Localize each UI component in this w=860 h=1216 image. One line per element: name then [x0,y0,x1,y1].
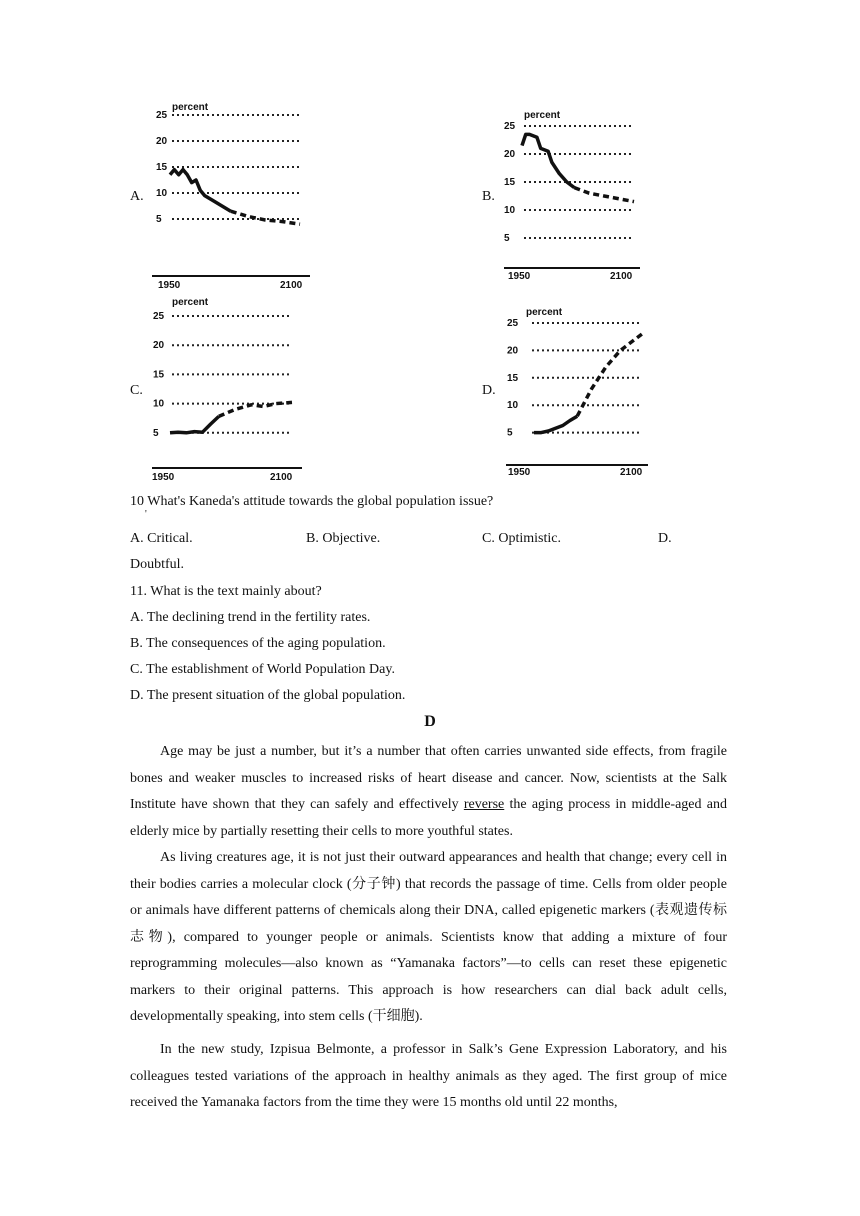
chart-c-x-start: 1950 [152,472,175,483]
chart-a-y-tick-label: 20 [156,136,168,147]
chart-a-projected-line [231,211,300,224]
chart-b-y-tick-label: 15 [504,177,516,188]
option-a-label: A. [130,189,144,204]
chart-b-y-tick-label: 20 [504,149,516,160]
chart-c-x-end: 2100 [270,472,293,483]
chart-d-x-end: 2100 [620,467,643,478]
chart-d-svg [504,303,654,483]
underlined-word: reverse [463,797,505,812]
chart-b-unit: percent [524,110,561,121]
chart-c [150,294,310,486]
chart-c-y-tick-label: 10 [153,398,165,410]
paragraph-2: As living creatures age, it is not just their outward appearances and health that change; every cell in their bodies carries a molecular clock (分子钟) that records the passage of time. Cells from older people or animals have different patterns of chemicals along their DNA, called epigenetic markers (表观遗传标志物), compared to younger people or animals. Scientists know that adding a mixture of four reprogramming molecules—also known as “Yamanaka factors”—to cells can reset these epigenetic markers to their original patterns. This approach is how researchers can dial back adult cells, developmentally speaking, into stem cells (干细胞). [130,850,727,1024]
chart-c-projected-line [219,402,292,416]
chart-c-historical-line [170,416,219,432]
chart-a-svg [150,100,315,290]
q11-option-c: C. The establishment of World Population Day. [130,662,395,677]
chart-b-y-tick-label: 25 [504,121,516,132]
paragraph-1-end: the aging process in middle-aged and elderly mice by partially resetting their cells to more youthful states. [130,797,727,839]
section-heading: D [424,713,436,730]
chart-c-y-tick-label: 25 [153,311,165,322]
option-d-label: D. [482,383,496,398]
q10-option-b: B. Objective. [306,531,381,546]
chart-c-unit: percent [172,297,209,308]
q10-stray-mark: ' [145,509,147,520]
q10-option-d: D. [658,531,672,546]
chart-d-historical-line [534,416,577,432]
chart-c-y-tick-label: 15 [153,369,165,381]
chart-d-y-tick-label: 5 [507,427,513,439]
q11-option-b: B. The consequences of the aging population. [130,636,386,651]
option-c-label: C. [130,383,143,398]
chart-a-x-end: 2100 [280,280,303,291]
q11-question: 11. What is the text mainly about? [130,584,322,599]
chart-c-y-tick-label: 5 [153,427,159,439]
chart-d-unit: percent [526,307,563,318]
chart-d-projected-line [577,334,642,416]
chart-b [502,108,647,286]
q10-option-c: C. Optimistic. [482,531,561,546]
q11-option-d: D. The present situation of the global population. [130,688,406,703]
chart-c-svg [150,294,310,486]
chart-a-y-tick-label: 25 [156,110,168,121]
chart-a-x-start: 1950 [158,280,181,291]
chart-c-y-tick-label: 20 [153,340,165,352]
chart-b-x-end: 2100 [610,271,633,282]
chart-b-projected-line [574,188,634,202]
chart-a-historical-line [170,170,231,212]
chart-b-svg [502,108,647,286]
chart-d-y-tick-label: 10 [507,400,519,412]
chart-a-y-tick-label: 15 [156,162,168,173]
chart-d [504,303,654,483]
chart-a [150,100,315,290]
chart-b-y-tick-label: 5 [504,233,510,244]
chart-a-y-tick-label: 10 [156,188,168,199]
chart-d-y-tick-label: 20 [507,345,519,357]
paragraph-1 [130,739,727,845]
chart-a-y-tick-label: 5 [156,214,162,225]
chart-a-unit: percent [172,102,209,113]
chart-b-y-tick-label: 10 [504,205,516,216]
chart-b-historical-line [522,134,574,187]
paragraph-1-start: Age may be just a number, but it’s a number that often carries unwanted side effects, from fragile bones and weaker muscles to increased risks of heart disease and cancer. Now, scientists at the Salk Institute have shown that they can safely and effectively [130,744,727,812]
q10-question: 10 What's Kaneda's attitude towards the global population issue? [130,494,494,509]
paragraph-3: In the new study, Izpisua Belmonte, a professor in Salk’s Gene Expression Laboratory, and his colleagues tested variations of the approach in healthy animals as they aged. The first group of mice received the Yamanaka factors from the time they were 15 months old until 22 months, [130,1042,727,1110]
q10-option-d-text: Doubtful. [130,557,185,572]
chart-d-y-tick-label: 25 [507,318,519,329]
q11-option-a: A. The declining trend in the fertility rates. [130,610,371,625]
option-b-label: B. [482,189,495,204]
q10-option-a: A. Critical. [130,531,193,546]
chart-d-y-tick-label: 15 [507,372,519,384]
chart-b-x-start: 1950 [508,271,531,282]
chart-d-x-start: 1950 [508,467,531,478]
